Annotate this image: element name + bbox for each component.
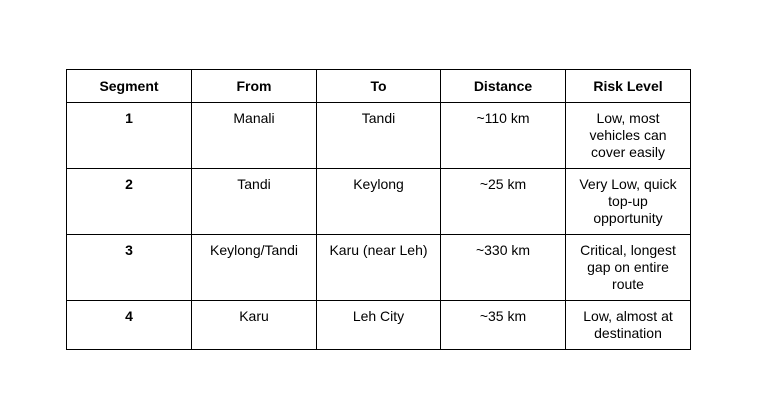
- cell-segment: 2: [67, 169, 192, 235]
- cell-to: Keylong: [317, 169, 441, 235]
- table-row: [67, 235, 691, 301]
- cell-distance: ~110 km: [441, 103, 566, 169]
- cell-from: Keylong/Tandi: [192, 235, 317, 301]
- cell-distance: ~35 km: [441, 301, 566, 350]
- header-segment: Segment: [67, 70, 192, 103]
- segments-table: [66, 69, 691, 350]
- cell-to: Karu (near Leh): [317, 235, 441, 301]
- header-risk-level: Risk Level: [566, 70, 691, 103]
- cell-distance: ~25 km: [441, 169, 566, 235]
- cell-risk-level: Low, almost at destination: [566, 301, 691, 350]
- header-distance: Distance: [441, 70, 566, 103]
- cell-distance: ~330 km: [441, 235, 566, 301]
- header-to: To: [317, 70, 441, 103]
- cell-segment: 1: [67, 103, 192, 169]
- cell-to: Tandi: [317, 103, 441, 169]
- cell-risk-level: Very Low, quick top-up opportunity: [566, 169, 691, 235]
- table-row: [67, 103, 691, 169]
- table-header-row: [67, 70, 691, 103]
- cell-segment: 4: [67, 301, 192, 350]
- cell-segment: 3: [67, 235, 192, 301]
- cell-risk-level: Critical, longest gap on entire route: [566, 235, 691, 301]
- table-row: [67, 169, 691, 235]
- cell-from: Karu: [192, 301, 317, 350]
- table-row: [67, 301, 691, 350]
- cell-from: Manali: [192, 103, 317, 169]
- cell-from: Tandi: [192, 169, 317, 235]
- header-from: From: [192, 70, 317, 103]
- cell-to: Leh City: [317, 301, 441, 350]
- cell-risk-level: Low, most vehicles can cover easily: [566, 103, 691, 169]
